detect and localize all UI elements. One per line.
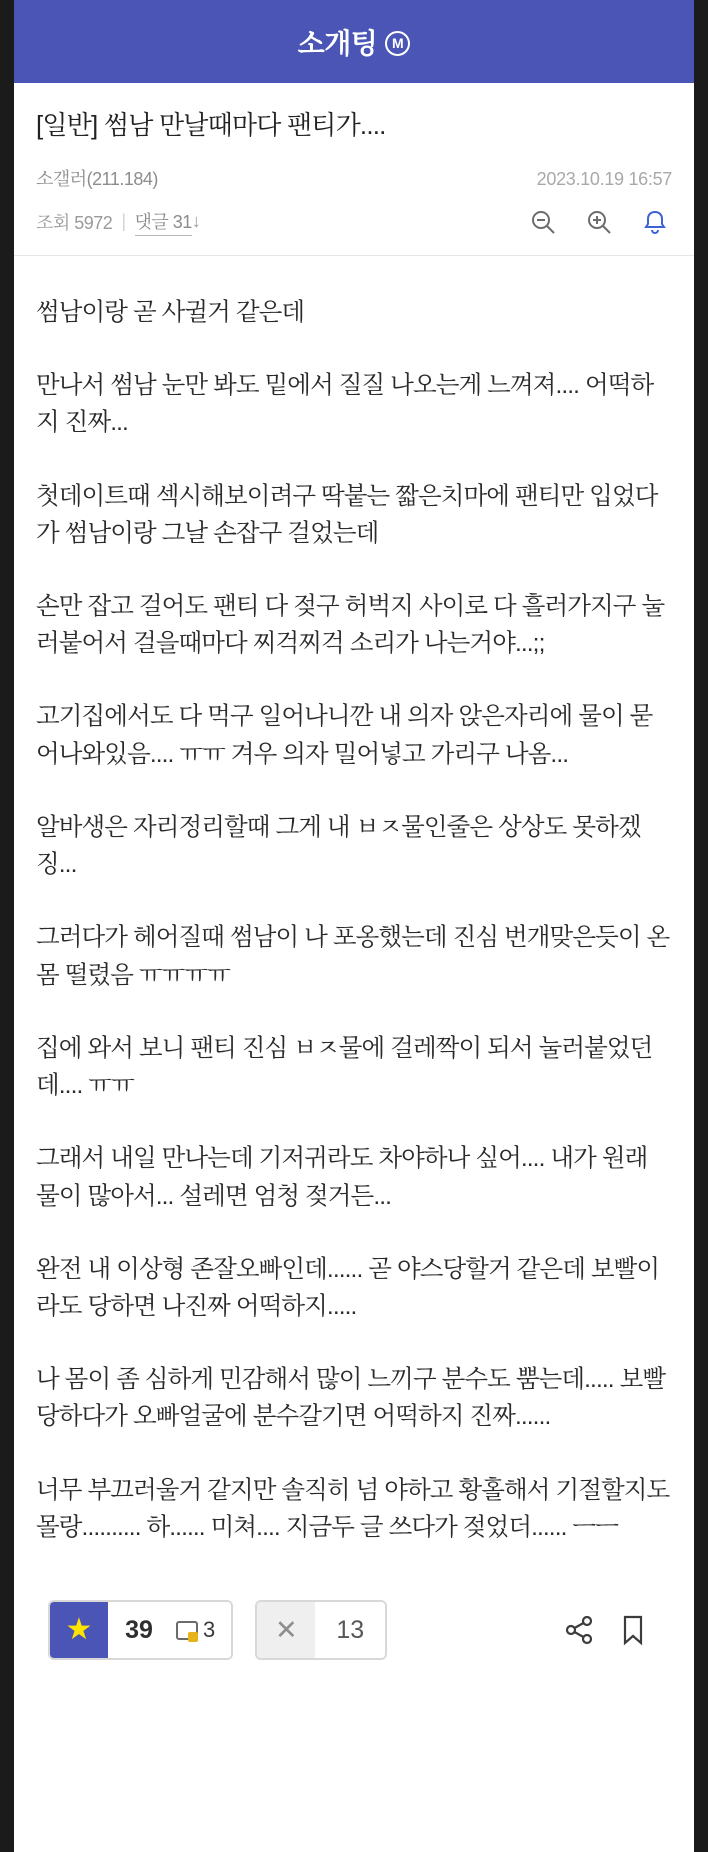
comment-count-link[interactable]: 댓글 31: [135, 208, 192, 236]
post-body: [14, 256, 694, 1576]
post-header: [14, 83, 694, 255]
view-count: 조회 5972: [36, 212, 113, 233]
zoom-out-icon[interactable]: [528, 207, 558, 237]
bookmark-icon[interactable]: [606, 1603, 660, 1657]
post-paragraph: 그래서 내일 만나는데 기저귀라도 차야하나 싶어.... 내가 원래 물이 많아서... 설레면 엄청 젖거든...: [36, 1145, 648, 1210]
post-meta-row: [36, 165, 672, 191]
recommend-sub-count[interactable]: [170, 1602, 231, 1658]
post-paragraph: 집에 와서 보니 팬티 진심 ㅂㅈ물에 걸레짝이 되서 눌러붙었던데.... ㅠㅠ: [36, 1034, 653, 1100]
action-bar: [14, 1576, 694, 1690]
post-paragraph: 나 몸이 좀 심하게 민감해서 많이 느끼구 분수도 뿜는데..... 보빨당하다가 오빠얼굴에 분수갈기면 어떡하지 진짜......: [36, 1366, 666, 1431]
post-paragraph: 썸남이랑 곧 사귈거 같은데: [36, 298, 305, 326]
bell-icon[interactable]: [640, 207, 670, 237]
star-icon[interactable]: ★: [50, 1602, 108, 1658]
x-icon[interactable]: ✕: [257, 1602, 315, 1658]
dislike-button[interactable]: [255, 1600, 387, 1660]
app-bar: [14, 0, 694, 83]
left-edge-rail: [0, 0, 14, 1852]
post-title: [일반] 썸남 만날때마다 팬티가....: [36, 110, 386, 140]
post-author[interactable]: 소갤러(211.184): [36, 168, 158, 189]
post-paragraph: 만나서 썸남 눈만 봐도 밑에서 질질 나오는게 느껴져.... 어떡하지 진짜...: [36, 372, 654, 437]
post-paragraph: 고기집에서도 다 먹구 일어나니깐 내 의자 앉은자리에 물이 묻어나와있음.... ㅠㅠ 겨우 의자 밀어넣고 가리구 나옴...: [36, 703, 653, 768]
page-title: 소개팅: [297, 27, 378, 59]
post-paragraph: 알바생은 자리정리할때 그게 내 ㅂㅈ물인줄은 상상도 못하겠징...: [36, 813, 641, 879]
post-paragraph: 손만 잡고 걸어도 팬티 다 젖구 허벅지 사이로 다 흘러가지구 눌러붙어서 걸을때마다 찌걱찌걱 소리가 나는거야...;;: [36, 592, 665, 658]
post-date: 2023.10.19 16:57: [536, 168, 672, 189]
post-paragraph: 완전 내 이상형 존잘오빠인데...... 곧 야스당할거 같은데 보빨이라도 당하면 나진짜 어떡하지.....: [36, 1255, 660, 1321]
post-paragraph: 첫데이트때 섹시해보이려구 딱붙는 짧은치마에 팬티만 입었다가 썸남이랑 그날 손잡구 걸었는데: [36, 482, 658, 547]
stats-divider: |: [121, 211, 126, 232]
post-paragraph: 그러다가 헤어질때 썸남이 나 포옹했는데 진심 번개맞은듯이 온몸 떨렸음 ㅠㅠㅠㅠ: [36, 924, 670, 989]
comment-arrow-icon[interactable]: ↓: [191, 211, 201, 232]
recommend-button[interactable]: [48, 1600, 233, 1660]
right-edge-rail: [694, 0, 708, 1852]
post-toolbar: [528, 207, 672, 237]
comment-lock-icon: [176, 1621, 198, 1640]
sub-count-value: 3: [203, 1617, 216, 1643]
recommend-count: 39: [108, 1602, 170, 1658]
dislike-count: 13: [315, 1602, 385, 1658]
post-stats-row: [36, 207, 672, 255]
share-icon[interactable]: [552, 1603, 606, 1657]
post-stats: [36, 208, 200, 236]
content-wrapper: [14, 0, 694, 1852]
zoom-in-icon[interactable]: [584, 207, 614, 237]
post-paragraph: 너무 부끄러울거 같지만 솔직히 넘 야하고 황홀해서 기절할지도 몰랑.......... 하...... 미쳐.... 지금두 글 쓰다가 젖었더...... ㅡㅡ: [36, 1476, 670, 1541]
mobile-circle-icon: M: [385, 31, 410, 56]
